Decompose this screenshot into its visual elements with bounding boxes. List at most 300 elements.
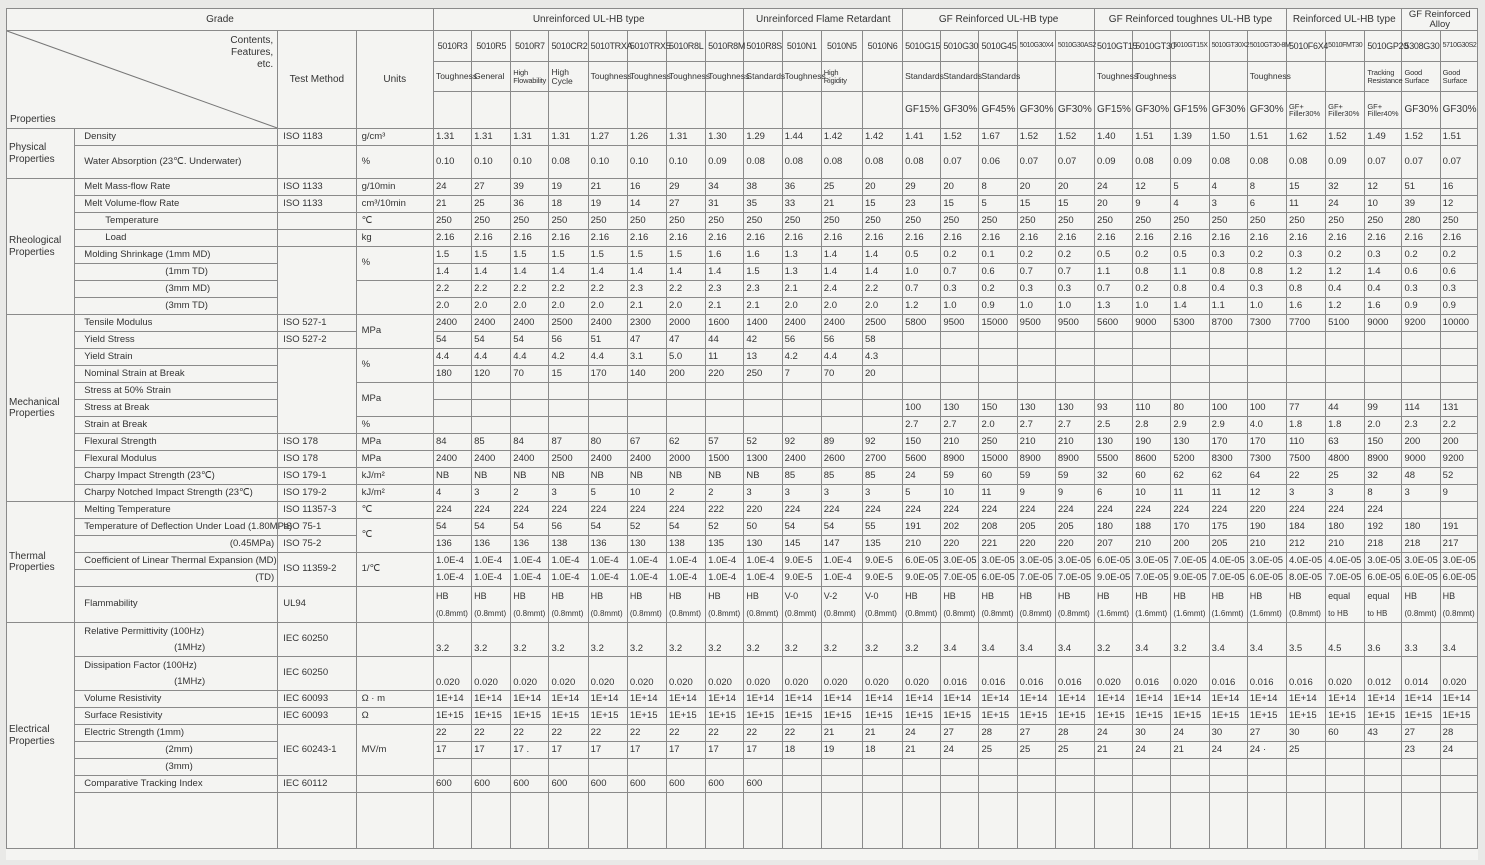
value-cell: 32: [1326, 179, 1365, 196]
grade-code: 5010N1: [782, 31, 821, 62]
value-cell: [1209, 349, 1247, 366]
value-cell: 3.2: [821, 623, 862, 657]
value-cell: 1E+15: [1365, 708, 1402, 725]
flammability-rating: HB: [1249, 591, 1263, 601]
value-cell: 20: [941, 179, 979, 196]
table-row: [7, 657, 1478, 691]
value-cell: 15: [549, 366, 588, 383]
value-cell: 3.4: [1017, 623, 1055, 657]
value-cell: 1.0E-4: [706, 570, 744, 587]
value-cell: 59: [1055, 468, 1094, 485]
value-cell: 3: [472, 485, 511, 502]
value-cell: NB: [511, 468, 549, 485]
value-cell: 3: [862, 485, 902, 502]
value-cell: 250: [1017, 213, 1055, 230]
value-cell: 0.2: [1326, 247, 1365, 264]
table-row: [7, 383, 1478, 400]
value-cell: 60: [1326, 725, 1365, 742]
value-cell: [903, 383, 941, 400]
value-cell: 4.4: [588, 349, 627, 366]
value-cell: 2.16: [744, 230, 782, 247]
value-cell: [1095, 759, 1133, 776]
value-cell: 1E+15: [1326, 708, 1365, 725]
grade-group-header: Unreinforced Flame Retardant: [744, 9, 903, 31]
units-header: Units: [356, 31, 433, 129]
value-cell: 1E+15: [1055, 708, 1094, 725]
contents-label: Contents, Features, etc.: [230, 35, 274, 70]
grade-reinforcement: [666, 92, 705, 129]
category-thermal: Thermal Properties: [7, 502, 75, 623]
value-cell: 17: [549, 742, 588, 759]
value-cell: 0.2: [1402, 247, 1440, 264]
value-cell: 1.0E-4: [511, 570, 549, 587]
value-cell: [862, 400, 902, 417]
value-cell: [782, 417, 821, 434]
grade-reinforcement: [511, 92, 549, 129]
grade-code: 5010GP20: [1365, 31, 1402, 62]
value-cell: 30: [1209, 725, 1247, 742]
value-cell: 3.2: [903, 623, 941, 657]
unit: ℃: [356, 519, 433, 553]
value-cell: 2700: [862, 451, 902, 468]
value-cell: 4.2: [782, 349, 821, 366]
grade-reinforcement: [821, 92, 862, 129]
empty-cell: [782, 793, 821, 849]
value-cell: [821, 776, 862, 793]
value-cell: 1E+15: [941, 708, 979, 725]
test-method: ISO 527-2: [278, 332, 356, 349]
value-cell: 2: [706, 485, 744, 502]
value-cell: 1.6: [1365, 298, 1402, 315]
value-cell: 1E+14: [1017, 691, 1055, 708]
value-cell: [588, 587, 627, 623]
grade-code: 5010CR2: [549, 31, 588, 62]
value-cell: [782, 759, 821, 776]
value-cell: [1095, 366, 1133, 383]
value-cell: 8600: [1133, 451, 1171, 468]
value-cell: [903, 366, 941, 383]
flammability-rating: equal: [1367, 591, 1390, 601]
flammability-thickness: (0.8mmt): [981, 609, 1014, 618]
value-cell: 20: [862, 366, 902, 383]
value-cell: 202: [941, 519, 979, 536]
property-label: Flammability: [75, 587, 278, 623]
flammability-rating: HB: [513, 591, 526, 601]
value-cell: [1055, 332, 1094, 349]
table-row: [7, 570, 1478, 587]
value-cell: 0.9: [979, 298, 1017, 315]
grade-code: 5010R3: [433, 31, 471, 62]
value-cell: 0.06: [979, 146, 1017, 179]
value-cell: 1.0: [1133, 298, 1171, 315]
grade-code: 5010GT30: [1133, 31, 1171, 62]
value-cell: [821, 587, 862, 623]
value-cell: 2.9: [1209, 417, 1247, 434]
value-cell: 8900: [1055, 451, 1094, 468]
value-cell: 3.0E-05: [1247, 553, 1286, 570]
value-cell: 12: [1247, 485, 1286, 502]
value-cell: 0.7: [903, 281, 941, 298]
value-cell: 2.0: [782, 298, 821, 315]
value-cell: 1.4: [1365, 264, 1402, 281]
value-cell: 9200: [1440, 451, 1477, 468]
value-cell: [862, 587, 902, 623]
value-cell: 0.2: [1440, 247, 1477, 264]
grade-code: 5010GT15X: [1171, 31, 1209, 62]
value-cell: 2.9: [1171, 417, 1209, 434]
value-cell: 4.0: [1247, 417, 1286, 434]
table-row: [7, 536, 1478, 553]
value-cell: 27: [1247, 725, 1286, 742]
test-method: [278, 213, 356, 230]
value-cell: 600: [549, 776, 588, 793]
value-cell: 2400: [472, 451, 511, 468]
value-cell: [1171, 383, 1209, 400]
grade-feature: [1017, 62, 1055, 92]
value-cell: 220: [706, 366, 744, 383]
grade-code: 5010N5: [821, 31, 862, 62]
value-cell: [782, 587, 821, 623]
value-cell: NB: [549, 468, 588, 485]
value-cell: 224: [472, 502, 511, 519]
flammability-thickness: (0.8mmt): [668, 609, 701, 618]
value-cell: 210: [1133, 536, 1171, 553]
value-cell: [1017, 383, 1055, 400]
value-cell: 9: [1017, 485, 1055, 502]
value-cell: NB: [588, 468, 627, 485]
value-cell: 224: [979, 502, 1017, 519]
value-cell: 180: [1326, 519, 1365, 536]
empty-cell: [472, 793, 511, 849]
value-cell: 48: [1402, 468, 1440, 485]
value-cell: 2.2: [433, 281, 471, 298]
unit: [356, 281, 433, 315]
flammability-thickness: (0.8mmt): [1057, 609, 1090, 618]
value-cell: 110: [1286, 434, 1325, 451]
value-cell: 0.8: [1171, 281, 1209, 298]
value-cell: 0.7: [1095, 281, 1133, 298]
unit: kg: [356, 230, 433, 247]
value-cell: 2.0: [511, 298, 549, 315]
value-cell: 54: [511, 332, 549, 349]
value-cell: 0.5: [1171, 247, 1209, 264]
value-cell: [1440, 587, 1477, 623]
value-cell: 24: [903, 468, 941, 485]
value-cell: 0.1: [979, 247, 1017, 264]
value-cell: [862, 759, 902, 776]
property-label: (0.45MPa): [75, 536, 278, 553]
value-cell: 4.3: [862, 349, 902, 366]
property-label: (1mm TD): [75, 264, 278, 281]
value-cell: 217: [1440, 536, 1477, 553]
flammability-thickness: (0.8mmt): [513, 609, 546, 618]
value-cell: 224: [903, 502, 941, 519]
value-cell: 100: [1209, 400, 1247, 417]
value-cell: 0.07: [941, 146, 979, 179]
value-cell: [1326, 349, 1365, 366]
value-cell: 3.2: [472, 623, 511, 657]
flammability-thickness: (0.8mmt): [708, 609, 741, 618]
value-cell: 1.4: [862, 264, 902, 281]
value-cell: 0.3: [1247, 281, 1286, 298]
value-cell: 12: [1133, 179, 1171, 196]
property-label: Density: [75, 129, 278, 146]
value-cell: 2500: [549, 315, 588, 332]
value-cell: 180: [433, 366, 471, 383]
value-cell: 5: [588, 485, 627, 502]
value-cell: 600: [706, 776, 744, 793]
empty-cell: [75, 793, 278, 849]
value-cell: 0.08: [903, 146, 941, 179]
unit: [356, 587, 433, 623]
value-cell: [1247, 587, 1286, 623]
flammability-thickness: (0.8mmt): [1019, 609, 1052, 618]
flammability-rating: HB: [1057, 591, 1071, 601]
property-label: Tensile Modulus: [75, 315, 278, 332]
value-cell: 28: [1440, 725, 1477, 742]
value-cell: 3.0E-05: [1055, 553, 1094, 570]
table-row: [7, 759, 1478, 776]
grade-feature: General: [472, 62, 511, 92]
value-cell: 1.0E-4: [666, 570, 705, 587]
value-cell: 2.7: [1017, 417, 1055, 434]
value-cell: 24: [1171, 725, 1209, 742]
unit: %: [356, 349, 433, 383]
grade-code: 5010R7: [511, 31, 549, 62]
value-cell: [979, 383, 1017, 400]
grade-feature: High Rigidity: [821, 62, 862, 92]
value-cell: [1133, 383, 1171, 400]
value-cell: 27: [1017, 725, 1055, 742]
value-cell: 1E+15: [1133, 708, 1171, 725]
flammability-thickness: (0.8mmt): [905, 609, 938, 618]
value-cell: 200: [666, 366, 705, 383]
value-cell: 205: [1209, 536, 1247, 553]
value-cell: 200: [1402, 434, 1440, 451]
value-cell: 0.8: [1133, 264, 1171, 281]
value-cell: 11: [1171, 485, 1209, 502]
value-cell: 1.1: [1171, 264, 1209, 281]
value-cell: 19: [549, 179, 588, 196]
test-method: [278, 146, 356, 179]
value-cell: 210: [1017, 434, 1055, 451]
value-cell: 21: [588, 179, 627, 196]
value-cell: 192: [1365, 519, 1402, 536]
value-cell: 3.2: [433, 623, 471, 657]
value-cell: 93: [1095, 400, 1133, 417]
table-row: [7, 129, 1478, 146]
value-cell: 0.020: [706, 657, 744, 691]
value-cell: [941, 383, 979, 400]
grade-reinforcement: GF+ Filler30%: [1286, 92, 1325, 129]
value-cell: 0.08: [1286, 146, 1325, 179]
value-cell: 4.4: [433, 349, 471, 366]
value-cell: [706, 383, 744, 400]
value-cell: 0.07: [1017, 146, 1055, 179]
value-cell: 0.2: [941, 247, 979, 264]
value-cell: 9.0E-05: [903, 570, 941, 587]
value-cell: 6.0E-05: [979, 570, 1017, 587]
value-cell: 3: [1402, 485, 1440, 502]
value-cell: 0.08: [782, 146, 821, 179]
value-cell: 0.09: [1095, 146, 1133, 179]
flammability-thickness: (0.8mmt): [590, 609, 623, 618]
value-cell: 250: [744, 213, 782, 230]
value-cell: 36: [511, 196, 549, 213]
value-cell: 54: [666, 519, 705, 536]
value-cell: 18: [782, 742, 821, 759]
value-cell: 8700: [1209, 315, 1247, 332]
value-cell: [1365, 587, 1402, 623]
value-cell: 22: [472, 725, 511, 742]
value-cell: 15: [1286, 179, 1325, 196]
value-cell: 224: [1365, 502, 1402, 519]
value-cell: 0.10: [588, 146, 627, 179]
value-cell: [706, 587, 744, 623]
value-cell: 0.4: [1365, 281, 1402, 298]
property-label: Charpy Impact Strength (23℃): [75, 468, 278, 485]
flammability-thickness: (0.8mmt): [1442, 609, 1475, 618]
test-method: ISO 11359-2: [278, 553, 356, 587]
value-cell: 600: [588, 776, 627, 793]
grade-group-header: Reinforced UL-HB type: [1286, 9, 1402, 31]
value-cell: 56: [549, 519, 588, 536]
value-cell: 250: [511, 213, 549, 230]
value-cell: 218: [1402, 536, 1440, 553]
test-method: IEC 60093: [278, 691, 356, 708]
value-cell: 43: [1365, 725, 1402, 742]
value-cell: 3.0E-05: [1017, 553, 1055, 570]
value-cell: 1.39: [1171, 129, 1209, 146]
value-cell: 5: [1171, 179, 1209, 196]
value-cell: 2.16: [1095, 230, 1133, 247]
table-row: [7, 196, 1478, 213]
value-cell: 54: [472, 332, 511, 349]
flammability-thickness: (0.8mmt): [1404, 609, 1437, 618]
value-cell: 38: [744, 179, 782, 196]
value-cell: 2.16: [511, 230, 549, 247]
value-cell: 2.16: [1365, 230, 1402, 247]
value-cell: 200: [1171, 536, 1209, 553]
value-cell: 24: [1326, 196, 1365, 213]
value-cell: 136: [588, 536, 627, 553]
value-cell: [1017, 776, 1055, 793]
value-cell: [1440, 349, 1477, 366]
property-label: Water Absorption (23℃. Underwater): [75, 146, 278, 179]
value-cell: 2300: [627, 315, 666, 332]
value-cell: [1209, 383, 1247, 400]
value-cell: 1E+15: [1402, 708, 1440, 725]
value-cell: 30: [1286, 725, 1325, 742]
value-cell: 200: [1440, 434, 1477, 451]
value-cell: 224: [1326, 502, 1365, 519]
test-method-header: Test Method: [278, 31, 356, 129]
value-cell: [549, 587, 588, 623]
flammability-rating: HB: [668, 591, 682, 601]
table-row: [7, 31, 1478, 62]
value-cell: 224: [666, 502, 705, 519]
value-cell: 29: [666, 179, 705, 196]
test-method: ISO 179-1: [278, 468, 356, 485]
empty-cell: [744, 793, 782, 849]
value-cell: 220: [1247, 502, 1286, 519]
value-cell: 0.8: [1286, 281, 1325, 298]
value-cell: 0.9: [1440, 298, 1477, 315]
value-cell: 1E+15: [627, 708, 666, 725]
property-label: Melting Temperature: [75, 502, 278, 519]
value-cell: 7.0E-05: [1326, 570, 1365, 587]
value-cell: 15000: [979, 315, 1017, 332]
value-cell: 1.0E-4: [821, 553, 862, 570]
value-cell: 16: [627, 179, 666, 196]
value-cell: 87: [549, 434, 588, 451]
value-cell: 1E+14: [782, 691, 821, 708]
value-cell: 0.4: [1209, 281, 1247, 298]
value-cell: 2.2: [549, 281, 588, 298]
value-cell: [1402, 366, 1440, 383]
value-cell: 21: [903, 742, 941, 759]
value-cell: 208: [979, 519, 1017, 536]
value-cell: 138: [666, 536, 705, 553]
value-cell: 1.52: [1402, 129, 1440, 146]
unit: [356, 657, 433, 691]
flammability-rating: HB: [1442, 591, 1456, 601]
value-cell: 27: [1402, 725, 1440, 742]
value-cell: 114: [1402, 400, 1440, 417]
value-cell: 1E+14: [511, 691, 549, 708]
test-method: IEC 60250: [278, 623, 356, 657]
value-cell: [1209, 759, 1247, 776]
grade-reinforcement: GF30%: [1402, 92, 1440, 129]
unit: MPa: [356, 451, 433, 468]
grade-header: Grade: [7, 9, 434, 31]
grade-feature: [1055, 62, 1094, 92]
value-cell: 250: [1440, 213, 1477, 230]
value-cell: [472, 400, 511, 417]
value-cell: 220: [1055, 536, 1094, 553]
value-cell: 1.0E-4: [744, 570, 782, 587]
table-row: [7, 587, 1478, 623]
value-cell: [433, 383, 471, 400]
value-cell: [979, 366, 1017, 383]
value-cell: 3: [821, 485, 862, 502]
value-cell: 130: [941, 400, 979, 417]
value-cell: 224: [1095, 502, 1133, 519]
value-cell: 3.2: [549, 623, 588, 657]
value-cell: 52: [627, 519, 666, 536]
value-cell: 1E+15: [549, 708, 588, 725]
value-cell: 0.08: [821, 146, 862, 179]
value-cell: 0.08: [1247, 146, 1286, 179]
flammability-thickness: (1.6mmt): [1173, 609, 1206, 618]
value-cell: 2.1: [744, 298, 782, 315]
grade-code: 5010R8M: [706, 31, 744, 62]
value-cell: 147: [821, 536, 862, 553]
grade-reinforcement: GF+ Filler30%: [1326, 92, 1365, 129]
value-cell: 24: [941, 742, 979, 759]
table-row: [7, 776, 1478, 793]
value-cell: 2.7: [903, 417, 941, 434]
value-cell: 6: [1095, 485, 1133, 502]
grade-corner-cell: [7, 31, 278, 129]
value-cell: [472, 417, 511, 434]
value-cell: 0.012: [1365, 657, 1402, 691]
value-cell: 3.0E-05: [1440, 553, 1477, 570]
value-cell: 80: [588, 434, 627, 451]
property-label: (3mm): [75, 759, 278, 776]
value-cell: 1.49: [1365, 129, 1402, 146]
value-cell: 25: [1055, 742, 1094, 759]
